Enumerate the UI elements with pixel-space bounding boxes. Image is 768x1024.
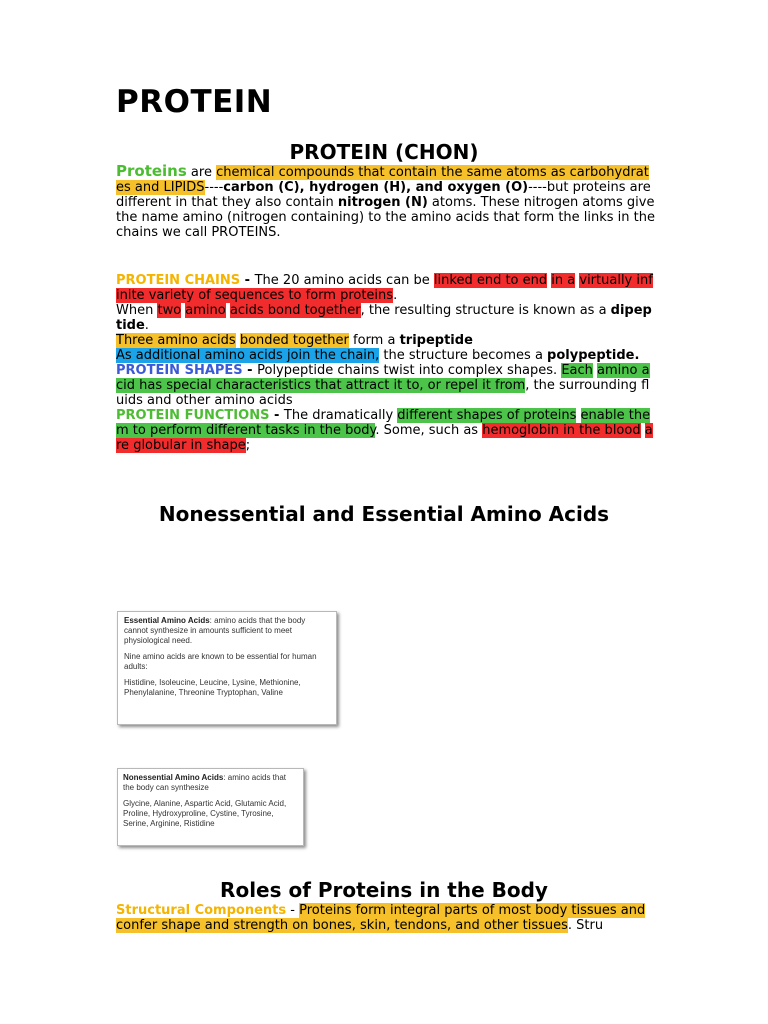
proteins-term: Proteins <box>116 162 187 180</box>
highlight: bonded together <box>239 333 349 348</box>
structural-components-paragraph: Structural Components - Proteins form integral parts of most body tissues and confer shape and strength on bones, skin, tendons, and other tissues. Stru <box>116 903 646 933</box>
highlight: different shapes of proteins <box>397 408 577 423</box>
highlight: Each <box>561 363 593 378</box>
highlight: in a <box>551 273 576 288</box>
highlight: Three amino acids <box>116 333 236 348</box>
highlight: virtually infinite variety of sequences to form proteins <box>116 273 653 303</box>
highlight: are globular in shape <box>116 423 653 453</box>
section-heading-roles: Roles of Proteins in the Body <box>220 878 548 902</box>
protein-shapes-label: PROTEIN SHAPES <box>116 363 243 378</box>
structural-components-label: Structural Components <box>116 903 287 918</box>
highlight: Proteins form integral parts of most body tissues and confer shape and strength on bones, skin, tendons, and other tissues <box>116 903 646 933</box>
highlight: amino <box>185 303 226 318</box>
highlight: hemoglobin in the blood <box>482 423 641 438</box>
highlight: enable them to perform different tasks in the body <box>116 408 651 438</box>
nonessential-amino-acids-figure: Nonessential Amino Acids: amino acids that the body can synthesize Glycine, Alanine, Aspartic Acid, Glutamic Acid, Proline, Hydroxyproline, Cystine, Tyrosine, Serine, Arginine, Ristidine <box>117 768 304 846</box>
section-heading-chon: PROTEIN (CHON) <box>289 140 479 164</box>
intro-paragraph: Proteins are chemical compounds that contain the same atoms as carbohydrates and LIPIDS----carbon (C), hydrogen (H), and oxygen (O)----but proteins are different in that they also contain nitrogen (N) atoms. These nitrogen atoms give the name amino (nitrogen containing) to the amino acids that form the links in the chains we call PROTEINS. <box>116 162 656 240</box>
highlight: As additional amino acids join the chain, <box>116 348 380 363</box>
highlight: chemical compounds that contain the same atoms as carbohydrates and LIPIDS <box>116 165 649 195</box>
protein-chains-label: PROTEIN CHAINS <box>116 273 241 288</box>
document-title: PROTEIN <box>116 84 273 120</box>
highlight: amino acid has special characteristics that attract it to, or repel it from <box>116 363 650 393</box>
essential-amino-acids-figure: Essential Amino Acids: amino acids that the body cannot synthesize in amounts sufficient to meet physiological need. Nine amino acids are known to be essential for human adults: Histidine, Isoleucine, Leucine, Lysine, Methionine, Phenylalanine, Threonine Tryptophan, Valine <box>117 611 337 725</box>
section-heading-amino-acids: Nonessential and Essential Amino Acids <box>158 502 610 526</box>
highlight: linked end to end <box>433 273 548 288</box>
protein-functions-label: PROTEIN FUNCTIONS <box>116 408 270 423</box>
highlight: two <box>157 303 182 318</box>
protein-chains-paragraph: PROTEIN CHAINS - The 20 amino acids can be linked end to end in a virtually infinite variety of sequences to form proteins. When two amino acids bond together, the resulting structure is known as a dipeptide. Three amino acids bonded together form a tripeptide As additional amino acids join the chain, the structure becomes a polypeptide. PROTEIN SHAPES - Polypeptide chains twist into complex shapes. Each amino acid has special characteristics that attract it to, or repel it from, the surrounding fluids and other amino acids PROTEIN FUNCTIONS - The dramatically different shapes of proteins enable them to perform different tasks in the body. Some, such as hemoglobin in the blood are globular in shape; <box>116 273 653 453</box>
highlight: acids bond together <box>229 303 361 318</box>
